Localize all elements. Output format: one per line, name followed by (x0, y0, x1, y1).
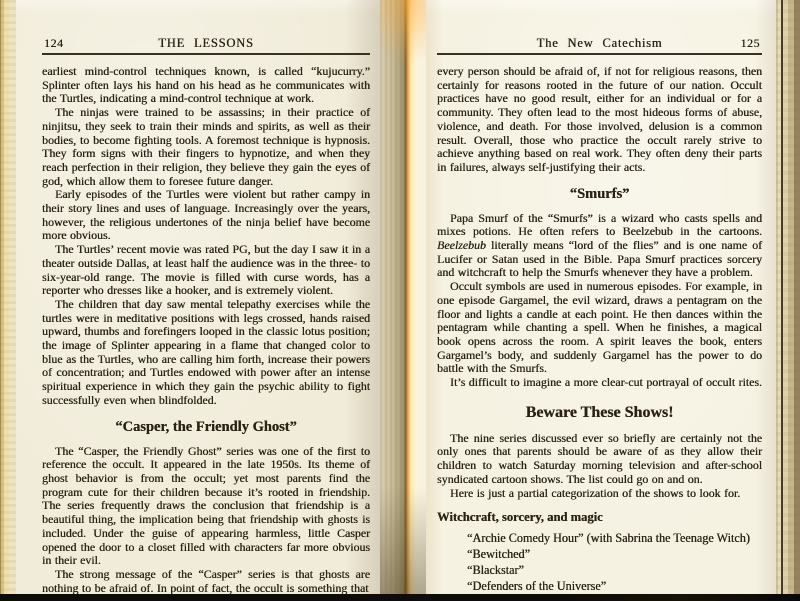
show-list-item: “Blackstar” (467, 563, 524, 578)
paragraph: The Turtles’ recent movie was rated PG, but the day I saw it in a theater outside Dallas, at least half the audience was in the three- to six-year-old range. The movie is filled with curse words, has a reporter who dresses like a hooker, and is extremely violent. (42, 242, 370, 298)
section-heading: “Casper, the Friendly Ghost” (115, 418, 297, 435)
right-page-edge (776, 0, 800, 594)
show-list-item: “Archie Comedy Hour” (with Sabrina the Teenage Witch) (467, 531, 750, 546)
paragraph: The strong message of the “Casper” series is that ghosts are nothing to be afraid of. In point of fact, the occult is something that (42, 566, 370, 594)
left-page (16, 0, 380, 594)
right-running-head (437, 36, 762, 55)
right-page-body (437, 65, 762, 594)
left-page-body (42, 65, 370, 594)
show-list-item: “Defenders of the Universe” (467, 579, 607, 594)
paragraph: Occult symbols are used in numerous episodes. For example, in one episode Gargamel, the evil wizard, draws a pentagram on the floor and lights a candle at each point. He then dances within the pentagram while chanting a spell. When he finishes, a magical book opens across the room. A spirit leaves the book, enters Gargamel’s body, and suddenly Gargamel has the power to do battle with the Smurfs. (437, 279, 762, 376)
left-header-title: THE LESSONS (158, 36, 254, 50)
paragraph: It’s difficult to imagine a more clear-cut portrayal of occult rites. (450, 375, 762, 390)
paragraph: The nine series discussed ever so briefly are certainly not the only ones that parents should be aware of as they allow their children to watch Saturday morning television and after-school syndicated cartoon shows. The list could go on and on. (437, 430, 762, 486)
paragraph: earliest mind-control techniques known, is called “kujucurry.” Splinter often lays his hand on his head as he communicates with the Turtles, indicating a mind-control technique at work. (42, 64, 370, 106)
paragraph: The children that day saw mental telepathy exercises while the turtles were in meditative positions with legs crossed, hands raised upward, thumbs and forefingers looped in the classic lotus position; the image of Splinter appearing in a flame that changed color to blue as the Turtles, who are calling him forth, increase their powers of concentration; and Turtles endowed with power after an intense spiritual experience in which they gain the psychic ability to fight successfully even when blindfolded. (42, 296, 370, 407)
paragraph: every person should be afraid of, if not for religious reasons, then certainly for reasons rooted in the future of our nation. Occult practices have no good result, either for an individual or for a community. They often lead to the most hideous forms of abuse, violence, and death. For those involved, delusion is a common result. Overall, those who practice the occult rarely strive to achieve anything based on real work. They often deny their parts in failures, always self-justifying their acts. (437, 64, 762, 174)
paragraph: Early episodes of the Turtles were violent but rather campy in their story lines and uses of language. Increasingly over the years, however, the religious undertones of the ninja belief have become more obvious. (42, 187, 370, 243)
right-page (426, 0, 776, 594)
right-header-title: The New Catechism (536, 36, 663, 50)
gutter-texture (380, 0, 405, 594)
show-list-item: “Bewitched” (467, 547, 530, 562)
left-page-edge (0, 0, 16, 594)
right-page-number: 125 (740, 36, 760, 50)
section-heading: “Smurfs” (569, 185, 630, 202)
book-gutter (380, 0, 426, 594)
scan-bottom-border (0, 594, 800, 601)
left-running-head (42, 36, 370, 55)
category-heading: Witchcraft, sorcery, and magic (437, 510, 603, 525)
left-page-number: 124 (44, 36, 64, 50)
paragraph: Papa Smurf of the “Smurfs” is a wizard who casts spells and mixes potions. He often refers to Beelzebub in the cartoons. Beelzebub literally means “lord of the flies” and is one name of Lucifer or Satan used in the Bible. Papa Smurf practices sorcery and witchcraft to help the Smurfs whenever they have a problem. (437, 210, 762, 280)
paragraph: The “Casper, the Friendly Ghost” series was one of the first to reference the occult. It appeared in the late 1950s. Its theme of ghost behavior is from the occult; yet most parents find the program cute for their children because it’s rooted in friendship. The series frequently draws the conclusion that friendship is a beautiful thing, the implication being that friendship with ghosts is included. Under the guise of appearing harmless, little Casper opened the door to a closet filled with characters far more obvious in their evil. (42, 443, 370, 568)
section-heading: Beware These Shows! (525, 403, 674, 421)
paragraph: The ninjas were trained to be assassins; in their practice of ninjitsu, they seek to train their minds and spirits, as well as their bodies, to become fighting tools. A foremost technique is hypnosis. They form signs with their fingers to hypnotize, and when they reach perfection in their religion, they believe they gain the eyes of god, which allow them to foresee future danger. (42, 105, 370, 188)
paragraph: Here is just a partial categorization of the shows to look for. (450, 485, 741, 500)
